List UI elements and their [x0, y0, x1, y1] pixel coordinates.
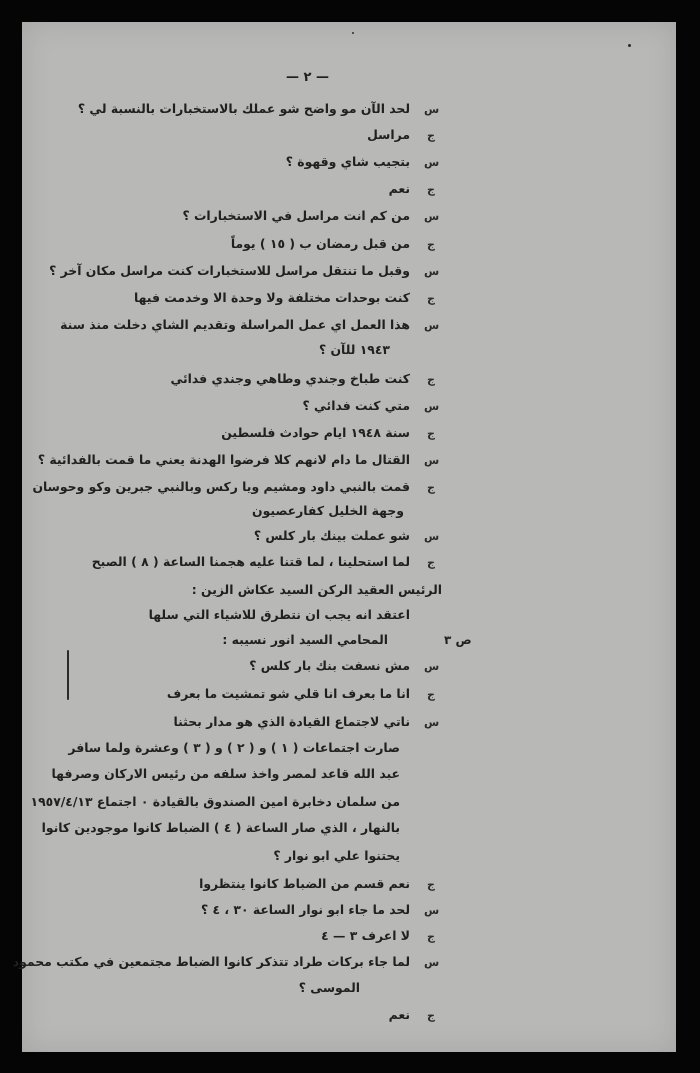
answer-marker: ج [427, 238, 435, 251]
margin-pen-mark [67, 650, 69, 700]
question-marker: س [424, 156, 440, 169]
transcript-line: شو عملت بينك بار كلس ؟ [253, 528, 410, 543]
transcript-line: اعتقد انه يجب ان نتطرق للاشياء التي سلها [148, 607, 410, 622]
transcript-line: الموسى ؟ [298, 980, 360, 995]
answer-marker: ج [427, 878, 435, 891]
speaker-heading: المحامي السيد انور نسيبه : [222, 632, 388, 647]
transcript-line: مراسل [367, 127, 410, 142]
transcript-line: سنة ١٩٤٨ ايام حوادث فلسطين [221, 425, 410, 440]
answer-marker: ج [427, 427, 435, 440]
section-marker: ص ٣ [444, 633, 472, 647]
question-marker: س [424, 956, 440, 969]
question-marker: س [424, 530, 440, 543]
transcript-line: لما جاء بركات طراد تتذكر كانوا الضباط مجتمعين في مكتب محمود [12, 954, 410, 969]
transcript-line: كنت طباخ وجندي وطاهي وجندي فدائي [170, 371, 410, 386]
answer-marker: ج [427, 292, 435, 305]
answer-marker: ج [427, 481, 435, 494]
paper-speck [628, 44, 631, 47]
transcript-line: بتجيب شاي وقهوة ؟ [285, 154, 410, 169]
transcript-line: مش نسفت بنك بار كلس ؟ [249, 658, 410, 673]
transcript-line: صارت اجتماعات ( ١ ) و ( ٢ ) و ( ٣ ) وعشرة ولما سافر [68, 740, 400, 755]
answer-marker: ج [427, 930, 435, 943]
transcript-line: من قبل رمضان ب ( ١٥ ) يوماً [230, 236, 410, 251]
transcript-line: عبد الله قاعد لمصر واخذ سلفه من رئيس الاركان وصرفها [51, 766, 400, 781]
transcript-line: ناتي لاجتماع القيادة الذي هو مدار بحثنا [173, 714, 410, 729]
transcript-line: انا ما بعرف انا قلي شو تمشيت ما بعرف [166, 686, 410, 701]
answer-marker: ج [427, 183, 435, 196]
question-marker: س [424, 319, 440, 332]
transcript-line: لما استحلينا ، لما قتنا عليه هجمنا الساعة ( ٨ ) الصبح [91, 554, 410, 569]
transcript-line: نعم قسم من الضباط كانوا ينتظروا [199, 876, 410, 891]
transcript-line: قمت بالنبي داود ومشيم ويا ركس وبالنبي جبرين وكو وحوسان [32, 479, 410, 494]
transcript-line: لا اعرف ٣ — ٤ [321, 928, 410, 943]
transcript-line: ١٩٤٣ للآن ؟ [318, 342, 390, 357]
transcript-line: وقبل ما تنتقل مراسل للاستخبارات كنت مراسل مكان آخر ؟ [49, 263, 410, 278]
transcript-line: لحد ما جاء ابو نوار الساعة ٣٠ ، ٤ ؟ [200, 902, 410, 917]
question-marker: س [424, 660, 440, 673]
question-marker: س [424, 716, 440, 729]
transcript-line: متي كنت فدائي ؟ [302, 398, 410, 413]
answer-marker: ج [427, 688, 435, 701]
answer-marker: ج [427, 556, 435, 569]
question-marker: س [424, 103, 440, 116]
transcript-line: لحد الآن مو واضح شو عملك بالاستخبارات بالنسبة لي ؟ [77, 101, 410, 116]
answer-marker: ج [427, 373, 435, 386]
page-number: — ٢ — [286, 70, 329, 85]
transcript-line: القتال ما دام لانهم كلا فرضوا الهدنة يعني ما قمت بالفدائية ؟ [37, 452, 410, 467]
paper-speck [352, 32, 354, 34]
speaker-heading: الرئيس العقيد الركن السيد عكاش الزين : [191, 582, 442, 597]
answer-marker: ج [427, 129, 435, 142]
question-marker: س [424, 210, 440, 223]
transcript-line: هذا العمل اي عمل المراسلة وتقديم الشاي دخلت منذ سنة [60, 317, 410, 332]
transcript-line: من كم انت مراسل في الاستخبارات ؟ [182, 208, 410, 223]
transcript-line: من سلمان دخابرة امين الصندوق بالقيادة ٠ اجتماع ١٩٥٧/٤/١٣ [30, 794, 400, 809]
transcript-line: بالنهار ، الذي صار الساعة ( ٤ ) الضباط كانوا موجودين كانوا [41, 820, 400, 835]
question-marker: س [424, 454, 440, 467]
answer-marker: ج [427, 1009, 435, 1022]
transcript-line: يحتنوا علي ابو نوار ؟ [273, 848, 400, 863]
transcript-line: نعم [388, 181, 410, 196]
transcript-line: وجهة الخليل كفارعصيون [252, 503, 404, 518]
transcript-line: نعم [388, 1007, 410, 1022]
transcript-line: كنت بوحدات مختلفة ولا وحدة الا وخدمت فيها [133, 290, 410, 305]
question-marker: س [424, 265, 440, 278]
question-marker: س [424, 904, 440, 917]
question-marker: س [424, 400, 440, 413]
